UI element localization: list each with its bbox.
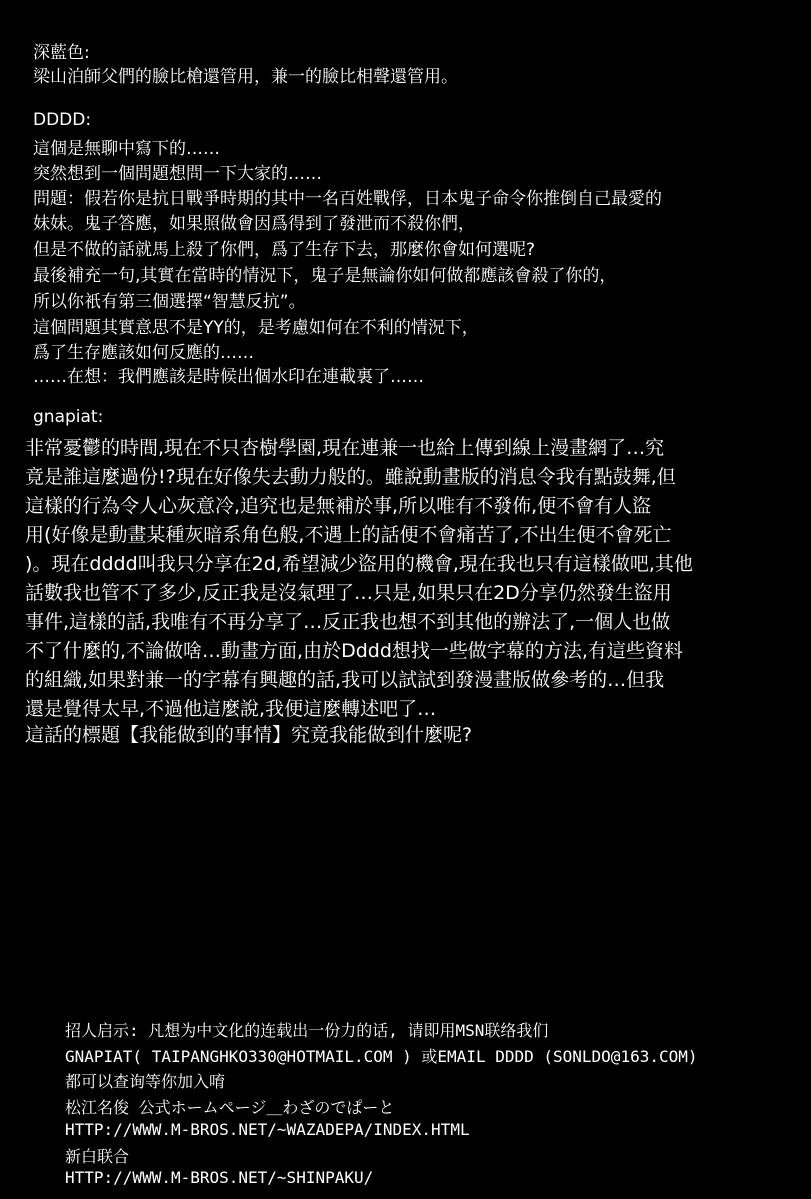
comment-line: 妹妹。鬼子答應，如果照做會因爲得到了發泄而不殺你們， xyxy=(33,214,475,234)
comment-line: 所以你衹有第三個選擇“智慧反抗”。 xyxy=(33,292,306,312)
comment-line: 這個問題其實意思不是YY的，是考慮如何在不利的情況下， xyxy=(33,318,479,338)
comment-line: )。現在dddd叫我只分享在2d,希望減少盜用的機會,現在我也只有這樣做吧,其他 xyxy=(25,553,693,575)
comment-line: 還是覺得太早,不過他這麼說,我便這麼轉述吧了… xyxy=(25,698,437,720)
comment-line: 用(好像是動畫某種灰暗系角色般,不遇上的話便不會痛苦了,不出生便不會死亡 xyxy=(25,524,672,546)
comment-line: 非常憂鬱的時間,現在不只杏樹學園,現在連兼一也給上傳到線上漫畫網了…究 xyxy=(25,437,665,459)
comment-line: 事件,這樣的話,我唯有不再分享了…反正我也想不到其他的辦法了,一個人也做 xyxy=(25,611,671,633)
comment-line: 最後補充一句,其實在當時的情況下，鬼子是無論你如何做都應該會殺了你的， xyxy=(33,266,617,286)
footer-link[interactable]: HTTP://WWW.M-BROS.NET/~WAZADEPA/INDEX.HTML xyxy=(65,1120,470,1139)
footer-line: 招人启示: 凡想为中文化的连载出一份力的话, 请即用MSN联络我们 xyxy=(65,1021,549,1040)
comment-line: 爲了生存應該如何反應的…… xyxy=(33,343,254,363)
comment-line: 不了什麼的,不論做啥…動畫方面,由於Dddd想找一些做字幕的方法,有這些資料 xyxy=(25,640,683,662)
comment-line: 問題：假若你是抗日戰爭時期的其中一名百姓戰俘，日本鬼子命令你推倒自己最愛的 xyxy=(33,189,662,209)
comment-line: 這樣的行為令人心灰意冷,追究也是無補於事,所以唯有不發佈,便不會有人盜 xyxy=(25,495,652,517)
comment-line: 竟是誰這麼過份!?現在好像失去動力般的。雖說動畫版的消息令我有點鼓舞,但 xyxy=(25,466,676,488)
speaker-label: 深藍色: xyxy=(33,43,90,63)
comment-line: 這話的標題【我能做到的事情】究竟我能做到什麼呢? xyxy=(25,724,473,746)
comment-line: 突然想到一個問題想問一下大家的…… xyxy=(33,164,322,184)
comment-line: 但是不做的話就馬上殺了你們，爲了生存下去，那麼你會如何選呢? xyxy=(33,240,536,260)
footer-line: 新白联合 xyxy=(65,1147,130,1166)
comment-line: 梁山泊師父們的臉比槍還管用，兼一的臉比相聲還管用。 xyxy=(33,67,458,87)
speaker-label: DDDD: xyxy=(33,110,92,130)
footer-line: GNAPIAT( TAIPANGHKO330@HOTMAIL.COM ) 或EMAIL DDDD (SONLDO@163.COM) xyxy=(65,1047,698,1066)
footer-line: 松江名俊 公式ホームページ＿わざのでぱーと xyxy=(65,1098,395,1117)
comment-line: 的組織,如果對兼一的字幕有興趣的話,我可以試試到發漫畫版做參考的…但我 xyxy=(25,669,665,691)
speaker-label: gnapiat: xyxy=(33,407,104,427)
comment-line: 話數我也管不了多少,反正我是沒氣理了…只是,如果只在2D分享仍然發生盜用 xyxy=(25,582,672,604)
comment-line: ……在想：我們應該是時候出個水印在連載裏了…… xyxy=(33,367,424,387)
footer-line: 都可以查询等你加入唷 xyxy=(65,1072,226,1091)
comment-line: 這個是無聊中寫下的…… xyxy=(33,139,220,159)
footer-link[interactable]: HTTP://WWW.M-BROS.NET/~SHINPAKU/ xyxy=(65,1168,374,1187)
